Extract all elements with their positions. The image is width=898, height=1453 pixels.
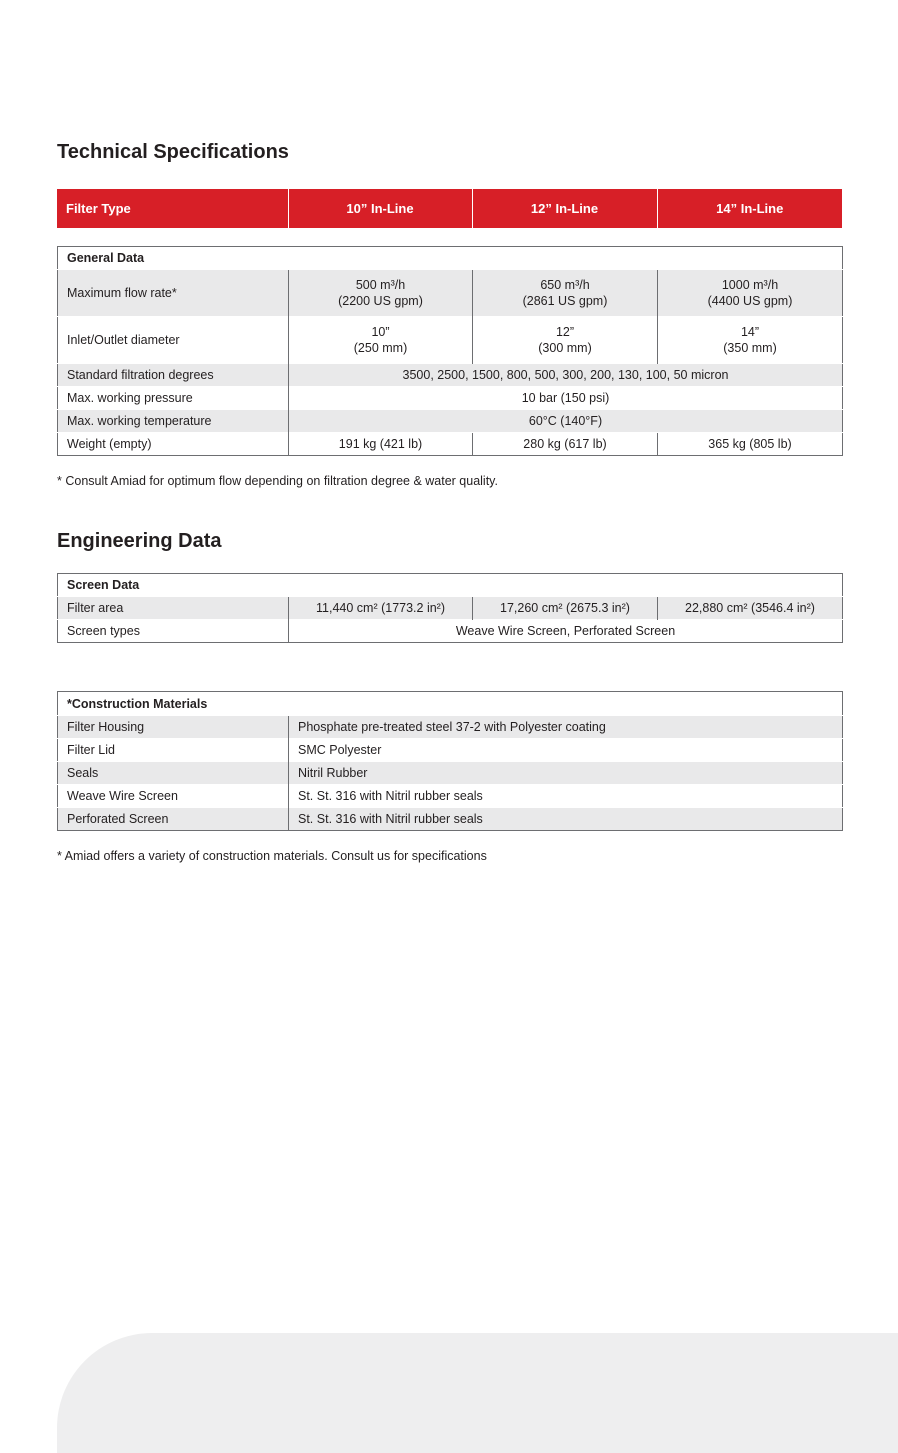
row-label: Filter area bbox=[58, 597, 289, 620]
cell-value: 12” (300 mm) bbox=[473, 317, 658, 364]
cell-value: St. St. 316 with Nitril rubber seals bbox=[289, 785, 843, 808]
cell-value: 500 m³/h (2200 US gpm) bbox=[289, 270, 473, 317]
filter-type-header bbox=[57, 189, 842, 228]
cell-value: 280 kg (617 lb) bbox=[473, 433, 658, 456]
row-label: Max. working temperature bbox=[58, 410, 289, 433]
table-row bbox=[58, 620, 843, 643]
row-label: Inlet/Outlet diameter bbox=[58, 317, 289, 364]
cell-value: 14” (350 mm) bbox=[658, 317, 843, 364]
table-row bbox=[58, 762, 843, 785]
table-row bbox=[58, 716, 843, 739]
row-label: Maximum flow rate* bbox=[58, 270, 289, 317]
cell-value: 1000 m³/h (4400 US gpm) bbox=[658, 270, 843, 317]
table-row bbox=[58, 785, 843, 808]
row-label: Max. working pressure bbox=[58, 387, 289, 410]
cell-value: 11,440 cm² (1773.2 in²) bbox=[289, 597, 473, 620]
cell-value: Weave Wire Screen, Perforated Screen bbox=[289, 620, 843, 643]
construction-materials-table bbox=[57, 691, 843, 831]
cell-value: Phosphate pre-treated steel 37-2 with Polyester coating bbox=[289, 716, 843, 739]
header-filter-type: Filter Type bbox=[57, 189, 288, 228]
cell-value: 22,880 cm² (3546.4 in²) bbox=[658, 597, 843, 620]
construction-materials-section-title: *Construction Materials bbox=[58, 692, 843, 716]
header-10-inline: 10” In-Line bbox=[288, 189, 472, 228]
row-label: Weight (empty) bbox=[58, 433, 289, 456]
materials-footnote: * Amiad offers a variety of construction materials. Consult us for specifications bbox=[57, 849, 487, 863]
table-row bbox=[58, 270, 843, 317]
cell-value: SMC Polyester bbox=[289, 739, 843, 762]
row-label: Screen types bbox=[58, 620, 289, 643]
cell-value: 650 m³/h (2861 US gpm) bbox=[473, 270, 658, 317]
cell-value: 3500, 2500, 1500, 800, 500, 300, 200, 130, 100, 50 micron bbox=[289, 364, 843, 387]
table-row bbox=[58, 597, 843, 620]
cell-value: 191 kg (421 lb) bbox=[289, 433, 473, 456]
table-row bbox=[58, 433, 843, 456]
cell-value: 10” (250 mm) bbox=[289, 317, 473, 364]
screen-data-section-title: Screen Data bbox=[58, 574, 843, 597]
cell-value: 10 bar (150 psi) bbox=[289, 387, 843, 410]
general-data-section-title: General Data bbox=[58, 247, 843, 270]
table-row bbox=[58, 739, 843, 762]
technical-specifications-heading: Technical Specifications bbox=[57, 141, 289, 163]
row-label: Standard filtration degrees bbox=[58, 364, 289, 387]
cell-value: 365 kg (805 lb) bbox=[658, 433, 843, 456]
engineering-data-heading: Engineering Data bbox=[57, 530, 222, 552]
row-label: Seals bbox=[58, 762, 289, 785]
table-row bbox=[58, 387, 843, 410]
header-14-inline: 14” In-Line bbox=[657, 189, 842, 228]
general-data-table bbox=[57, 246, 843, 456]
row-label: Weave Wire Screen bbox=[58, 785, 289, 808]
row-label: Filter Housing bbox=[58, 716, 289, 739]
row-label: Filter Lid bbox=[58, 739, 289, 762]
flow-footnote: * Consult Amiad for optimum flow depending on filtration degree & water quality. bbox=[57, 474, 498, 488]
table-row bbox=[58, 317, 843, 364]
cell-value: 17,260 cm² (2675.3 in²) bbox=[473, 597, 658, 620]
cell-value: 60°C (140°F) bbox=[289, 410, 843, 433]
table-row bbox=[58, 410, 843, 433]
cell-value: St. St. 316 with Nitril rubber seals bbox=[289, 808, 843, 831]
row-label: Perforated Screen bbox=[58, 808, 289, 831]
table-row bbox=[58, 364, 843, 387]
table-row bbox=[58, 808, 843, 831]
screen-data-table bbox=[57, 573, 843, 643]
decorative-footer-shape bbox=[57, 1333, 898, 1453]
cell-value: Nitril Rubber bbox=[289, 762, 843, 785]
header-12-inline: 12” In-Line bbox=[472, 189, 657, 228]
